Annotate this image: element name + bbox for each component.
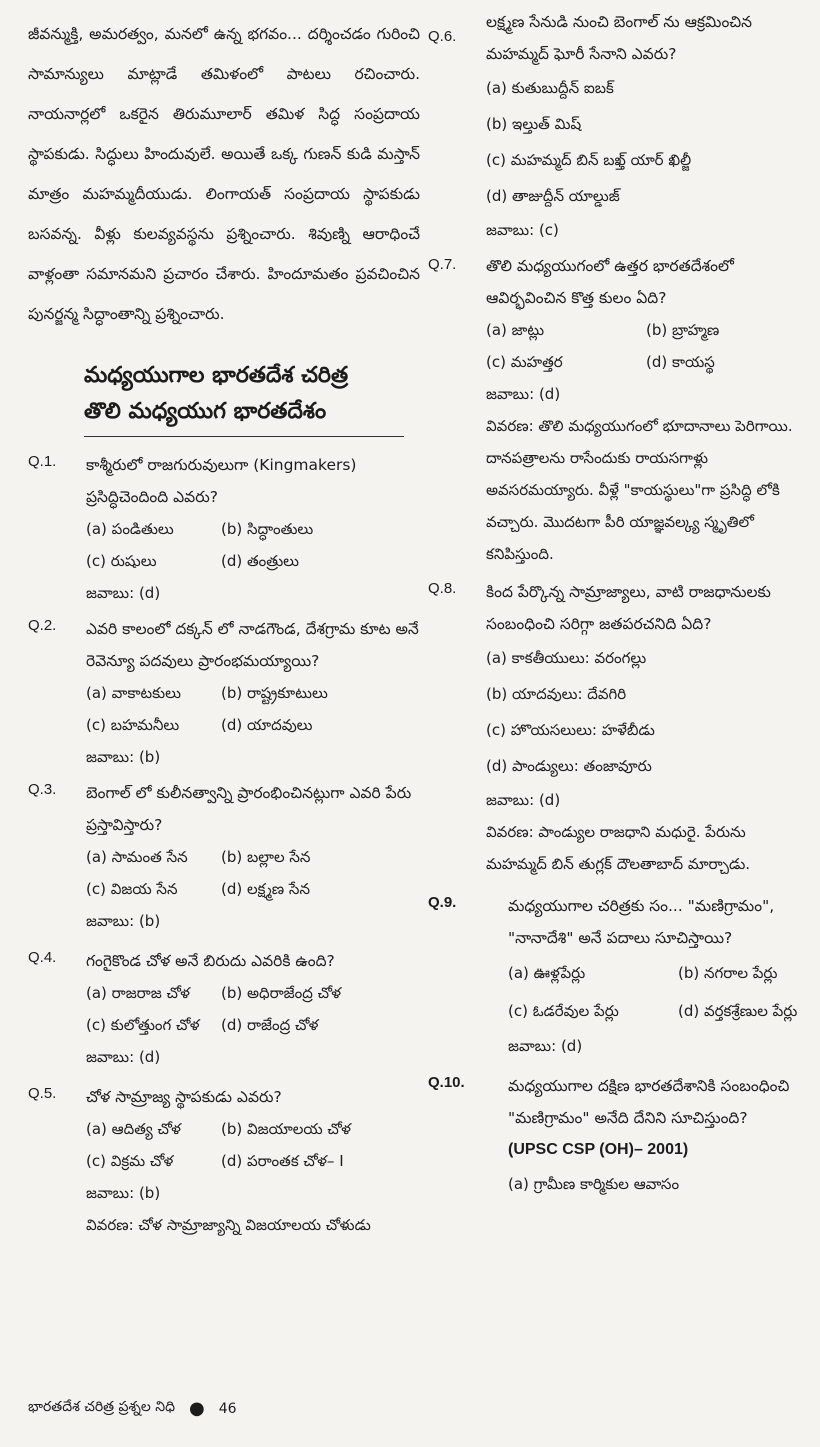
page-number: 46 [218,1400,237,1417]
option-d: (d) లక్ష్మణ సేన [221,880,310,898]
option-a: (a) రాజరాజ చోళ [86,984,190,1002]
page-footer [28,1398,237,1419]
option-c: (c) విక్రమ చోళ [86,1152,174,1170]
answer: జవాబు: (d) [86,584,161,602]
answer: జవాబు: (d) [486,791,561,809]
question-text: ఎవరి కాలంలో దక్కన్ లో నాడగౌండ, దేశగ్రామ కూట అనే రెవెన్యూ పదవులు ప్రారంభమయ్యాయి? [86,620,419,670]
option-c: (c) కులోత్తుంగ చోళ [86,1016,200,1034]
bullet-icon: ● [188,1398,205,1419]
question-number: Q.8. [428,580,457,597]
option-c: (c) విజయ సేన [86,880,178,898]
option-c: (c) రుషులు [86,552,157,570]
explanation: వివరణ: చోళ సామ్రాజ్యాన్ని విజయాలయ చోళుడు [86,1216,371,1234]
option-d: (d) తాజుద్దీన్ యాల్డుజ్ [486,187,620,205]
option-d: (d) వర్తకశ్రేణుల పేర్లు [678,1002,798,1020]
question-text: కాశ్మీరులో రాజగురువులుగా (Kingmakers) ప్రసిద్ధిచెందింది ఎవరు? [86,456,357,506]
option-b: (b) అధిరాజేంద్ర చోళ [221,984,342,1002]
question-7 [428,250,800,570]
option-d: (d) పాండ్యులు: తంజావూరు [486,757,652,775]
option-a: (a) ఊళ్లపేర్లు [508,964,586,982]
option-a: (a) సామంత సేన [86,848,188,866]
question-1 [28,449,420,609]
options-grid [86,977,420,1041]
question-number: Q.2. [28,617,57,634]
answer: జవాబు: (d) [486,385,561,403]
option-d: (d) కాయస్థ [646,353,715,371]
question-text: తొలి మధ్యయుగంలో ఉత్తర భారతదేశంలో ఆవిర్భవించిన కొత్త కులం ఏది? [486,257,734,307]
option-a: (a) జాట్లు [486,321,545,339]
section-heading [84,358,420,437]
option-d: (d) రాజేంద్ర చోళ [221,1016,319,1034]
question-text: కింద పేర్కొన్న సామ్రాజ్యాలు, వాటి రాజధానులకు సంబంధించి సరిగ్గా జతపరచనిది ఏది? [486,583,771,633]
book-title: భారతదేశ చరిత్ర ప్రశ్నల నిధి [28,1399,175,1415]
question-2 [28,613,420,773]
options-grid [86,841,420,905]
option-b: (b) బల్లాల సేన [221,848,311,866]
question-text: లక్ష్మణ సేనుడి నుంచి బెంగాల్ ను ఆక్రమించిన మహమ్మద్ ఘోరీ సేనాని ఎవరు? [486,13,753,63]
question-4 [28,945,420,1073]
answer: జవాబు: (b) [86,1184,161,1202]
question-number: Q.4. [28,949,57,966]
answer: జవాబు: (b) [86,912,161,930]
option-c: (c) మహత్తర [486,353,563,371]
question-text: గంగైకొండ చోళ అనే బిరుదు ఎవరికి ఉంది? [86,952,335,970]
option-a: (a) ఆదిత్య చోళ [86,1120,181,1138]
exam-tag: (UPSC CSP (OH)– 2001) [508,1141,689,1158]
option-a: (a) గ్రామీణ కార్మికుల ఆవాసం [508,1175,680,1193]
option-a: (a) కాకతీయులు: వరంగల్లు [486,649,647,667]
question-text: మధ్యయుగాల చరిత్రకు సం... "మణిగ్రామం", "నానాదేశి" అనే పదాలు సూచిస్తాయి? [508,897,775,947]
intro-paragraph: జీవన్ముక్తి, అమరత్వం, మనలో ఉన్న భగవం... దర్శించడం గురించి సామాన్యులు మాట్లాడే తమిళంలో పాటలు రచించారు. నాయనార్లలో ఒకరైన తిరుమూలార్ తమిళ సిద్ధ సంప్రదాయ స్థాపకుడు. సిద్ధులు హిందువులే. అయితే ఒక్క గుణన్ కుడి మస్తాన్ మాత్రం మహమ్మదీయుడు. లింగాయత్ సంప్రదాయ స్థాపకుడు బసవన్న. వీళ్లు కులవ్యవస్థను ప్రశ్నించారు. శివుణ్ని ఆరాధించే వాళ్లంతా సమానమని ప్రచారం చేశారు. హిందూమతం ప్రవచించిన పునర్జన్మ సిద్ధాంతాన్ని ప్రశ్నించారు. [28,25,420,323]
options-grid [86,513,420,577]
option-d: (d) యాదవులు [221,716,313,734]
option-d: (d) తంత్రులు [221,552,299,570]
question-number: Q.5. [28,1085,57,1102]
section-title-1: మధ్యయుగాల భారతదేశ చరిత్ర [84,363,349,388]
answer: జవాబు: (d) [86,1048,161,1066]
left-column [28,0,420,1241]
option-b: (b) బ్రాహ్మణ [646,321,720,339]
question-text: బెంగాల్ లో కులీనత్వాన్ని ప్రారంభించినట్లుగా ఎవరి పేరు ప్రస్తావిస్తారు? [86,784,412,834]
options-grid [486,314,800,378]
answer: జవాబు: (b) [86,748,161,766]
option-b: (b) విజయాలయ చోళ [221,1120,351,1138]
question-number: Q.7. [428,256,457,273]
options-grid [86,677,420,741]
question-number: Q.6. [428,28,457,45]
option-c: (c) ఓడరేవుల పేర్లు [508,1002,619,1020]
question-number: Q.9. [428,894,457,911]
option-c: (c) బహమనీలు [86,716,180,734]
option-a: (a) వాకాటకులు [86,684,181,702]
explanation: వివరణ: తొలి మధ్యయుగంలో భూదానాలు పెరిగాయి. దానపత్రాలను రాసేందుకు రాయసగాళ్లు అవసరమయ్యారు. వీళ్లే "కాయస్థులు"గా ప్రసిద్ధి లోకి వచ్చారు. మొదటగా పీరి యాజ్ఞవల్క్య స్మృతిలో కనిపిస్తుంది. [486,417,793,563]
option-a: (a) కుతుబుద్దీన్ ఐబక్ [486,79,614,97]
question-text: చోళ సామ్రాజ్య స్థాపకుడు ఎవరు? [86,1088,282,1106]
question-8 [428,576,800,880]
option-b: (b) సిద్ధాంతులు [221,520,314,538]
question-number: Q.1. [28,453,57,470]
options-grid [508,954,800,1030]
section-rule [84,436,404,437]
question-text: మధ్యయుగాల దక్షిణ భారతదేశానికి సంబంధించి "మణిగ్రామం" అనేది దేనిని సూచిస్తుంది? [508,1077,790,1127]
question-10 [428,1070,800,1202]
option-b: (b) నగరాల పేర్లు [678,964,778,982]
right-column [428,0,800,1202]
question-number: Q.10. [428,1074,465,1091]
option-b: (b) రాష్ట్రకూటులు [221,684,328,702]
option-c: (c) మహమ్మద్ బిన్ బఖ్త్ యార్ ఖిల్జీ [486,151,692,169]
question-9 [428,890,800,1062]
option-b: (b) ఇల్తుత్ మిష్ [486,115,582,133]
question-3 [28,777,420,937]
option-a: (a) పండితులు [86,520,174,538]
question-6 [428,6,800,246]
question-number: Q.3. [28,781,57,798]
answer: జవాబు: (c) [486,221,559,239]
question-5 [28,1081,420,1241]
answer: జవాబు: (d) [508,1037,583,1055]
option-c: (c) హొయసలులు: హళేబీడు [486,721,655,739]
options-grid [86,1113,420,1177]
option-d: (d) పరాంతక చోళ– I [221,1152,344,1170]
section-title-2: తొలి మధ్యయుగ భారతదేశం [84,399,327,424]
explanation: వివరణ: పాండ్యుల రాజధాని మధురై. పేరును మహమ్మద్ బిన్ తుగ్లక్ దౌలతాబాద్ మార్చాడు. [486,823,751,873]
option-b: (b) యాదవులు: దేవగిరి [486,685,627,703]
